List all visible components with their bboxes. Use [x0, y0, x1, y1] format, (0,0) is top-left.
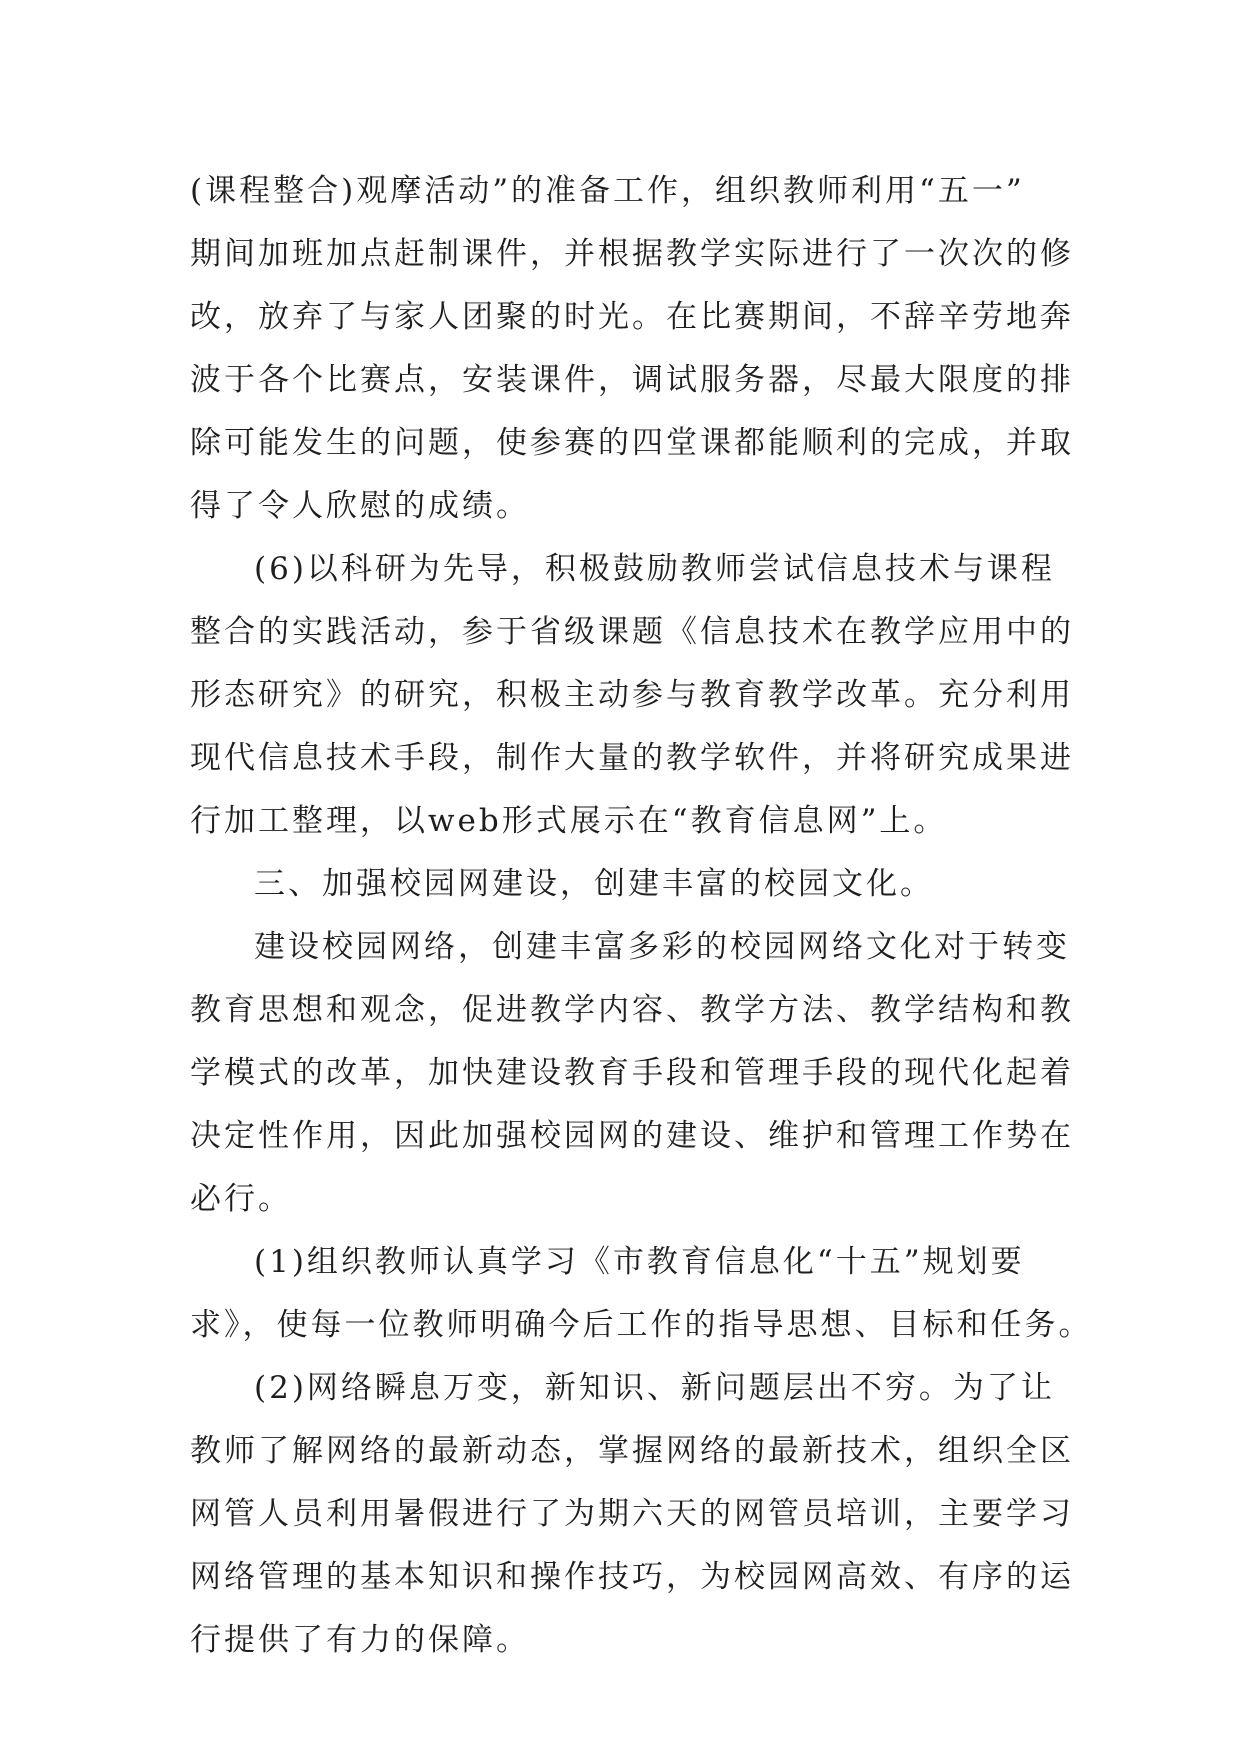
- text-line: 求》，使每一位教师明确今后工作的指导思想、目标和任务。: [190, 1307, 1093, 1343]
- text-line: 形态研究》的研究，积极主动参与教育教学改革。充分利用: [190, 677, 1074, 713]
- text-line: 波于各个比赛点，安装课件，调试服务器，尽最大限度的排: [190, 362, 1074, 398]
- text-line: 决定性作用，因此加强校园网的建设、维护和管理工作势在: [190, 1118, 1074, 1154]
- text-line: 现代信息技术手段，制作大量的教学软件，并将研究成果进: [190, 740, 1074, 776]
- paragraph-first-line: (6)以科研为先导，积极鼓励教师尝试信息技术与课程: [254, 551, 1055, 587]
- text-line: 教师了解网络的最新动态，掌握网络的最新技术，组织全区: [190, 1433, 1074, 1469]
- text-line: 学模式的改革，加快建设教育手段和管理手段的现代化起着: [190, 1055, 1074, 1091]
- text-line: 除可能发生的问题，使参赛的四堂课都能顺利的完成，并取: [190, 425, 1074, 461]
- section-heading: 三、加强校园网建设，创建丰富的校园文化。: [254, 866, 934, 902]
- text-line: 整合的实践活动，参于省级课题《信息技术在教学应用中的: [190, 614, 1074, 650]
- text-line: 期间加班加点赶制课件，并根据教学实际进行了一次次的修: [190, 236, 1074, 272]
- paragraph-first-line: 建设校园网络，创建丰富多彩的校园网络文化对于转变: [254, 929, 1070, 965]
- text-line: 行提供了有力的保障。: [190, 1622, 530, 1658]
- text-line: 网管人员利用暑假进行了为期六天的网管员培训，主要学习: [190, 1496, 1074, 1532]
- text-line: 得了令人欣慰的成绩。: [190, 488, 530, 524]
- text-line: 行加工整理，以web形式展示在“教育信息网”上。: [190, 803, 948, 839]
- paragraph-first-line: (2)网络瞬息万变，新知识、新问题层出不穷。为了让: [254, 1370, 1055, 1406]
- paragraph-first-line: (1)组织教师认真学习《市教育信息化“十五”规划要: [254, 1244, 1025, 1280]
- text-line: (课程整合)观摩活动”的准备工作，组织教师利用“五一”: [190, 173, 1025, 209]
- text-line: 网络管理的基本知识和操作技巧，为校园网高效、有序的运: [190, 1559, 1074, 1595]
- text-line: 教育思想和观念，促进教学内容、教学方法、教学结构和教: [190, 992, 1074, 1028]
- document-body: [190, 160, 1093, 1672]
- text-line: 改，放弃了与家人团聚的时光。在比赛期间，不辞辛劳地奔: [190, 299, 1074, 335]
- text-line: 必行。: [190, 1181, 292, 1217]
